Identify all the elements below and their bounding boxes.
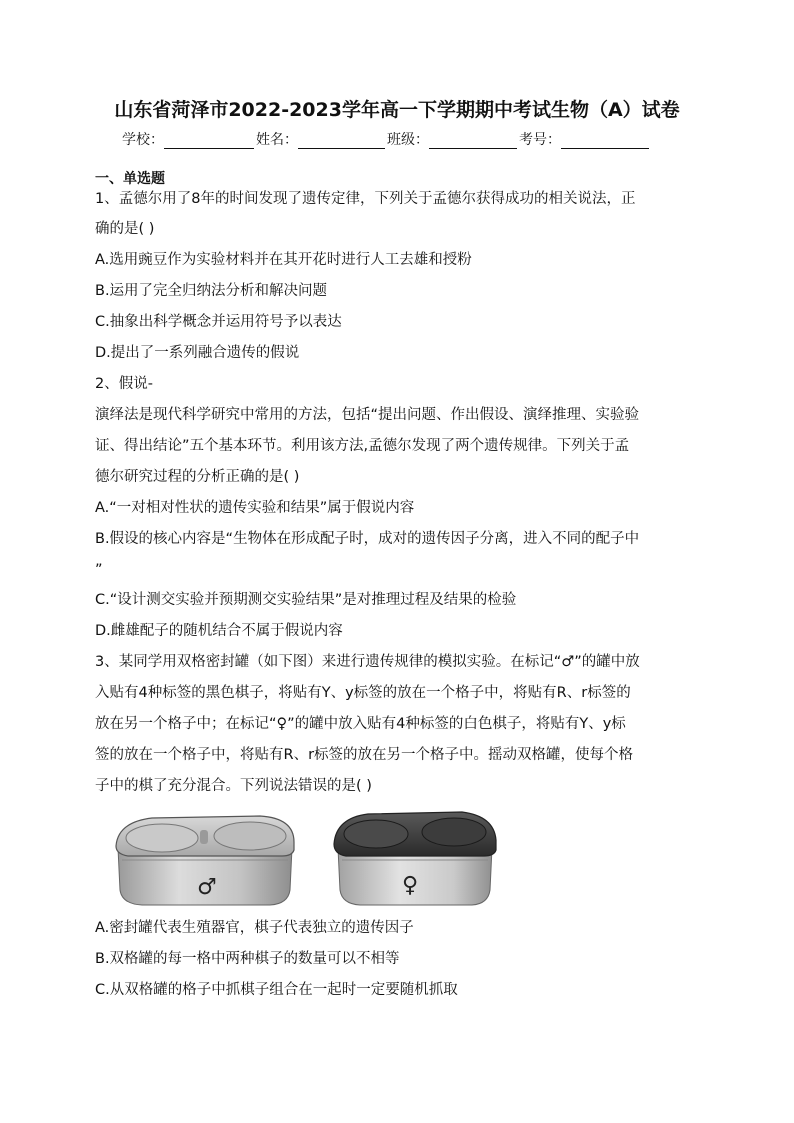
q1-option-a: A.选用豌豆作为实验材料并在其开花时进行人工去雄和授粉 [95,252,472,268]
q2-option-d: D.雌雄配子的随机结合不属于假说内容 [95,623,343,639]
q3-option-a: A.密封罐代表生殖器官，棋子代表独立的遗传因子 [95,920,414,936]
q2-stem-line: 2、假说- [95,376,153,392]
q1-option-b: B.运用了完全归纳法分析和解决问题 [95,283,328,299]
q3-stem-line: 3、某同学用双格密封罐（如下图）来进行遗传规律的模拟实验。在标记“♂”的罐中放 [95,654,640,670]
number-blank[interactable] [561,132,649,149]
q2-option-b-cont: ” [95,562,103,578]
q3-stem-line: 放在另一个格子中；在标记“♀”的罐中放入贴有4种标签的白色棋子，将贴有Y、y标 [95,716,626,732]
q2-option-a: A.“一对相对性状的遗传实验和结果”属于假说内容 [95,500,415,516]
exam-title: 山东省菏泽市2022-2023学年高一下学期期中考试生物（A）试卷 [114,99,680,121]
male-symbol: ♂ [197,875,217,900]
number-label: 考号： [519,132,561,148]
q1-stem-line: 1、孟德尔用了8年的时间发现了遗传定律，下列关于孟德尔获得成功的相关说法，正 [95,191,636,207]
student-info-row [122,125,682,149]
class-label: 班级： [387,132,429,148]
q2-stem-line: 德尔研究过程的分析正确的是( ) [95,469,300,485]
q3-option-c: C.从双格罐的格子中抓棋子组合在一起时一定要随机抓取 [95,982,458,998]
q2-option-b: B.假设的核心内容是“生物体在形成配子时，成对的遗传因子分离，进入不同的配子中 [95,531,640,547]
q2-option-c: C.“设计测交实验并预期测交实验结果”是对推理过程及结果的检验 [95,592,517,608]
name-label: 姓名： [256,132,298,148]
school-blank[interactable] [164,132,254,149]
q2-stem-line: 演绎法是现代科学研究中常用的方法，包括“提出问题、作出假设、演绎推理、实验验 [95,407,640,423]
q3-option-b: B.双格罐的每一格中两种棋子的数量可以不相等 [95,951,400,967]
female-symbol: ♀ [401,873,419,898]
q3-stem-line: 子中的棋了充分混合。下列说法错误的是( ) [95,778,372,794]
name-blank[interactable] [298,132,385,149]
class-blank[interactable] [429,132,517,149]
q3-stem-line: 入贴有4种标签的黑色棋子，将贴有Y、y标签的放在一个格子中，将贴有R、r标签的 [95,685,631,701]
q1-option-d: D.提出了一系列融合遗传的假说 [95,345,300,361]
q1-option-c: C.抽象出科学概念并运用符号予以表达 [95,314,342,330]
section-heading: 一、单选题 [95,171,165,187]
male-jar-image [112,808,297,908]
q2-stem-line: 证、得出结论”五个基本环节。利用该方法,孟德尔发现了两个遗传规律。下列关于孟 [95,438,630,454]
q1-stem-line: 确的是( ) [95,221,155,237]
school-label: 学校： [122,132,164,148]
female-jar-image [332,808,497,908]
q3-stem-line: 签的放在一个格子中，将贴有R、r标签的放在另一个格子中。摇动双格罐，使每个格 [95,747,634,763]
